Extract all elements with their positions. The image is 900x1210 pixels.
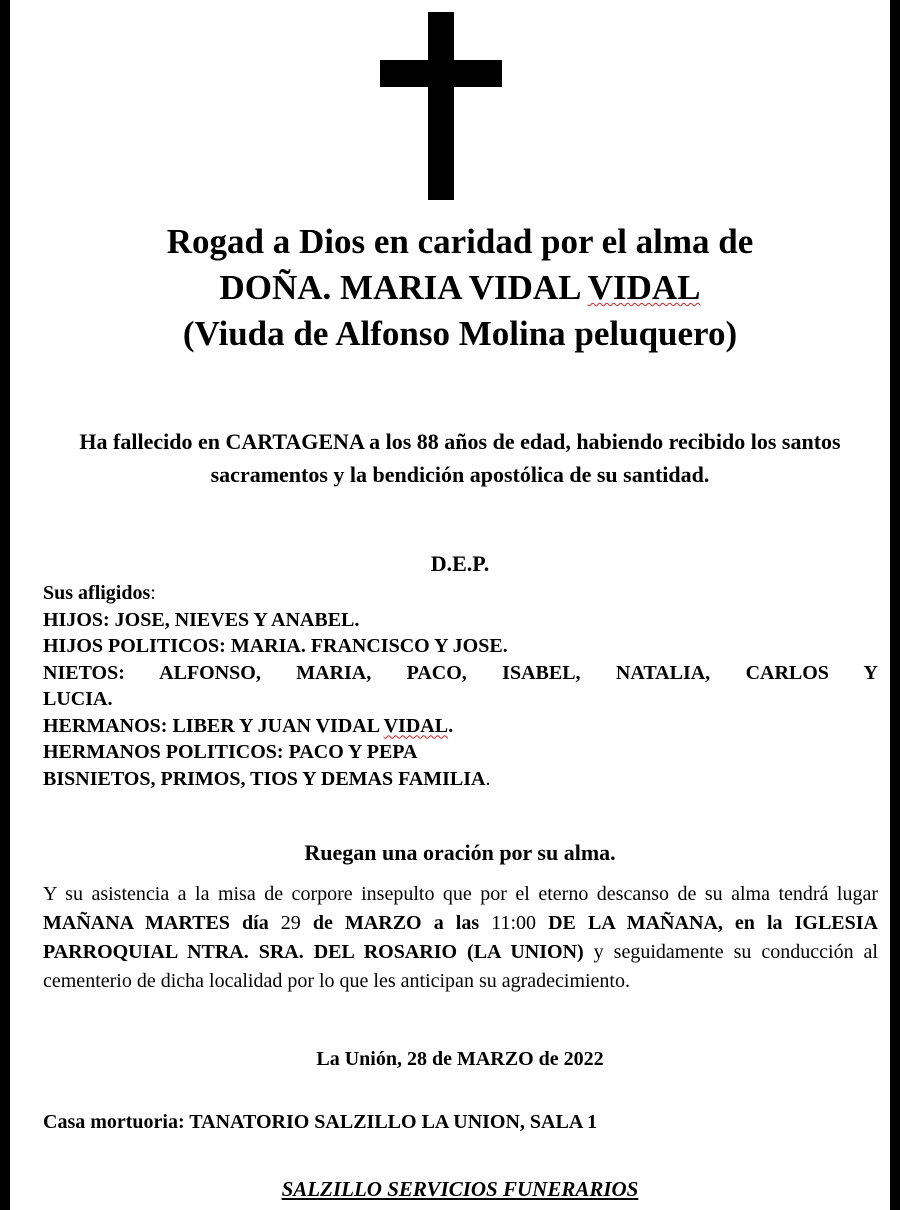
mass-text-2: 29: [268, 912, 313, 934]
prayer-heading: Rogad a Dios en caridad por el alma de: [166, 222, 754, 261]
mourners-intro-colon: :: [150, 582, 156, 604]
dateline: La Unión, 28 de MARZO de 2022: [316, 1048, 604, 1070]
deceased-name-first: DOÑA. MARIA VIDAL: [219, 268, 588, 307]
mourners-nietos-continued: LUCIA.: [43, 688, 113, 710]
death-announcement: Ha fallecido en CARTAGENA a los 88 años de edad, habiendo recibido los santos sacramentos y la bendición apostólica de su santidad.: [79, 429, 841, 487]
mass-time: 11:00: [479, 912, 549, 934]
mourners-hijos: HIJOS: JOSE, NIEVES Y ANABEL.: [43, 608, 360, 631]
mourners-bisnietos: [43, 766, 878, 793]
mourners-bisnietos-text: BISNIETOS, PRIMOS, TIOS Y DEMAS FAMILIA: [43, 767, 486, 790]
mourners-hermanos-names: HERMANOS: LIBER Y JUAN VIDAL: [43, 714, 384, 737]
cross-icon: [380, 12, 530, 202]
deceased-name: [30, 268, 890, 308]
deceased-name-last: VIDAL: [587, 268, 701, 307]
dep-text: D.E.P.: [430, 551, 490, 576]
mourners-list: [43, 580, 878, 792]
mass-location: DE LA MAÑANA, en la IGLESIA PARROQUIAL NTRA. SRA. DEL ROSARIO (LA UNION): [43, 912, 878, 963]
mourners-nietos-label: NIETOS: [43, 661, 119, 684]
funeral-home: Casa mortuoria: TANATORIO SALZILLO LA UNION, SALA 1: [43, 1111, 598, 1133]
mourners-nietos: [43, 660, 878, 687]
mourners-hermanos-period: .: [448, 714, 454, 737]
mourners-intro: [43, 580, 878, 607]
mourners-hermanos-surname: VIDAL: [383, 714, 449, 737]
mass-month: de MARZO a las: [312, 912, 480, 934]
cross-horizontal-bar: [380, 60, 502, 87]
widow-of-line: (Viuda de Alfonso Molina peluquero): [182, 314, 738, 353]
mourners-hermanos-politicos: HERMANOS POLITICOS: PACO Y PEPA: [43, 741, 418, 763]
prayer-request: Ruegan una oración por su alma.: [304, 840, 616, 865]
mourners-bisnietos-period: .: [485, 767, 491, 790]
mass-details: [43, 880, 878, 996]
funeral-company: SALZILLO SERVICIOS FUNERARIOS: [281, 1177, 639, 1201]
mourners-intro-label: Sus afligidos: [43, 582, 151, 604]
mourners-hermanos: [43, 713, 878, 740]
mourners-nietos-names: : ALFONSO, MARIA, PACO, ISABEL, NATALIA, CARLOS Y: [118, 661, 878, 684]
mass-text-1: Y su asistencia a la misa de corpore insepulto que por el eterno descanso de su alma tendrá lugar: [43, 883, 878, 905]
mass-day: MAÑANA MARTES día: [43, 912, 269, 934]
mass-text-4: y seguidamente su conducción al cementerio de dicha localidad por lo que les anticipan su agradecimiento.: [43, 941, 878, 992]
mourners-hijos-politicos: HIJOS POLITICOS: MARIA. FRANCISCO Y JOSE.: [43, 635, 508, 657]
cross-vertical-bar: [428, 12, 454, 200]
